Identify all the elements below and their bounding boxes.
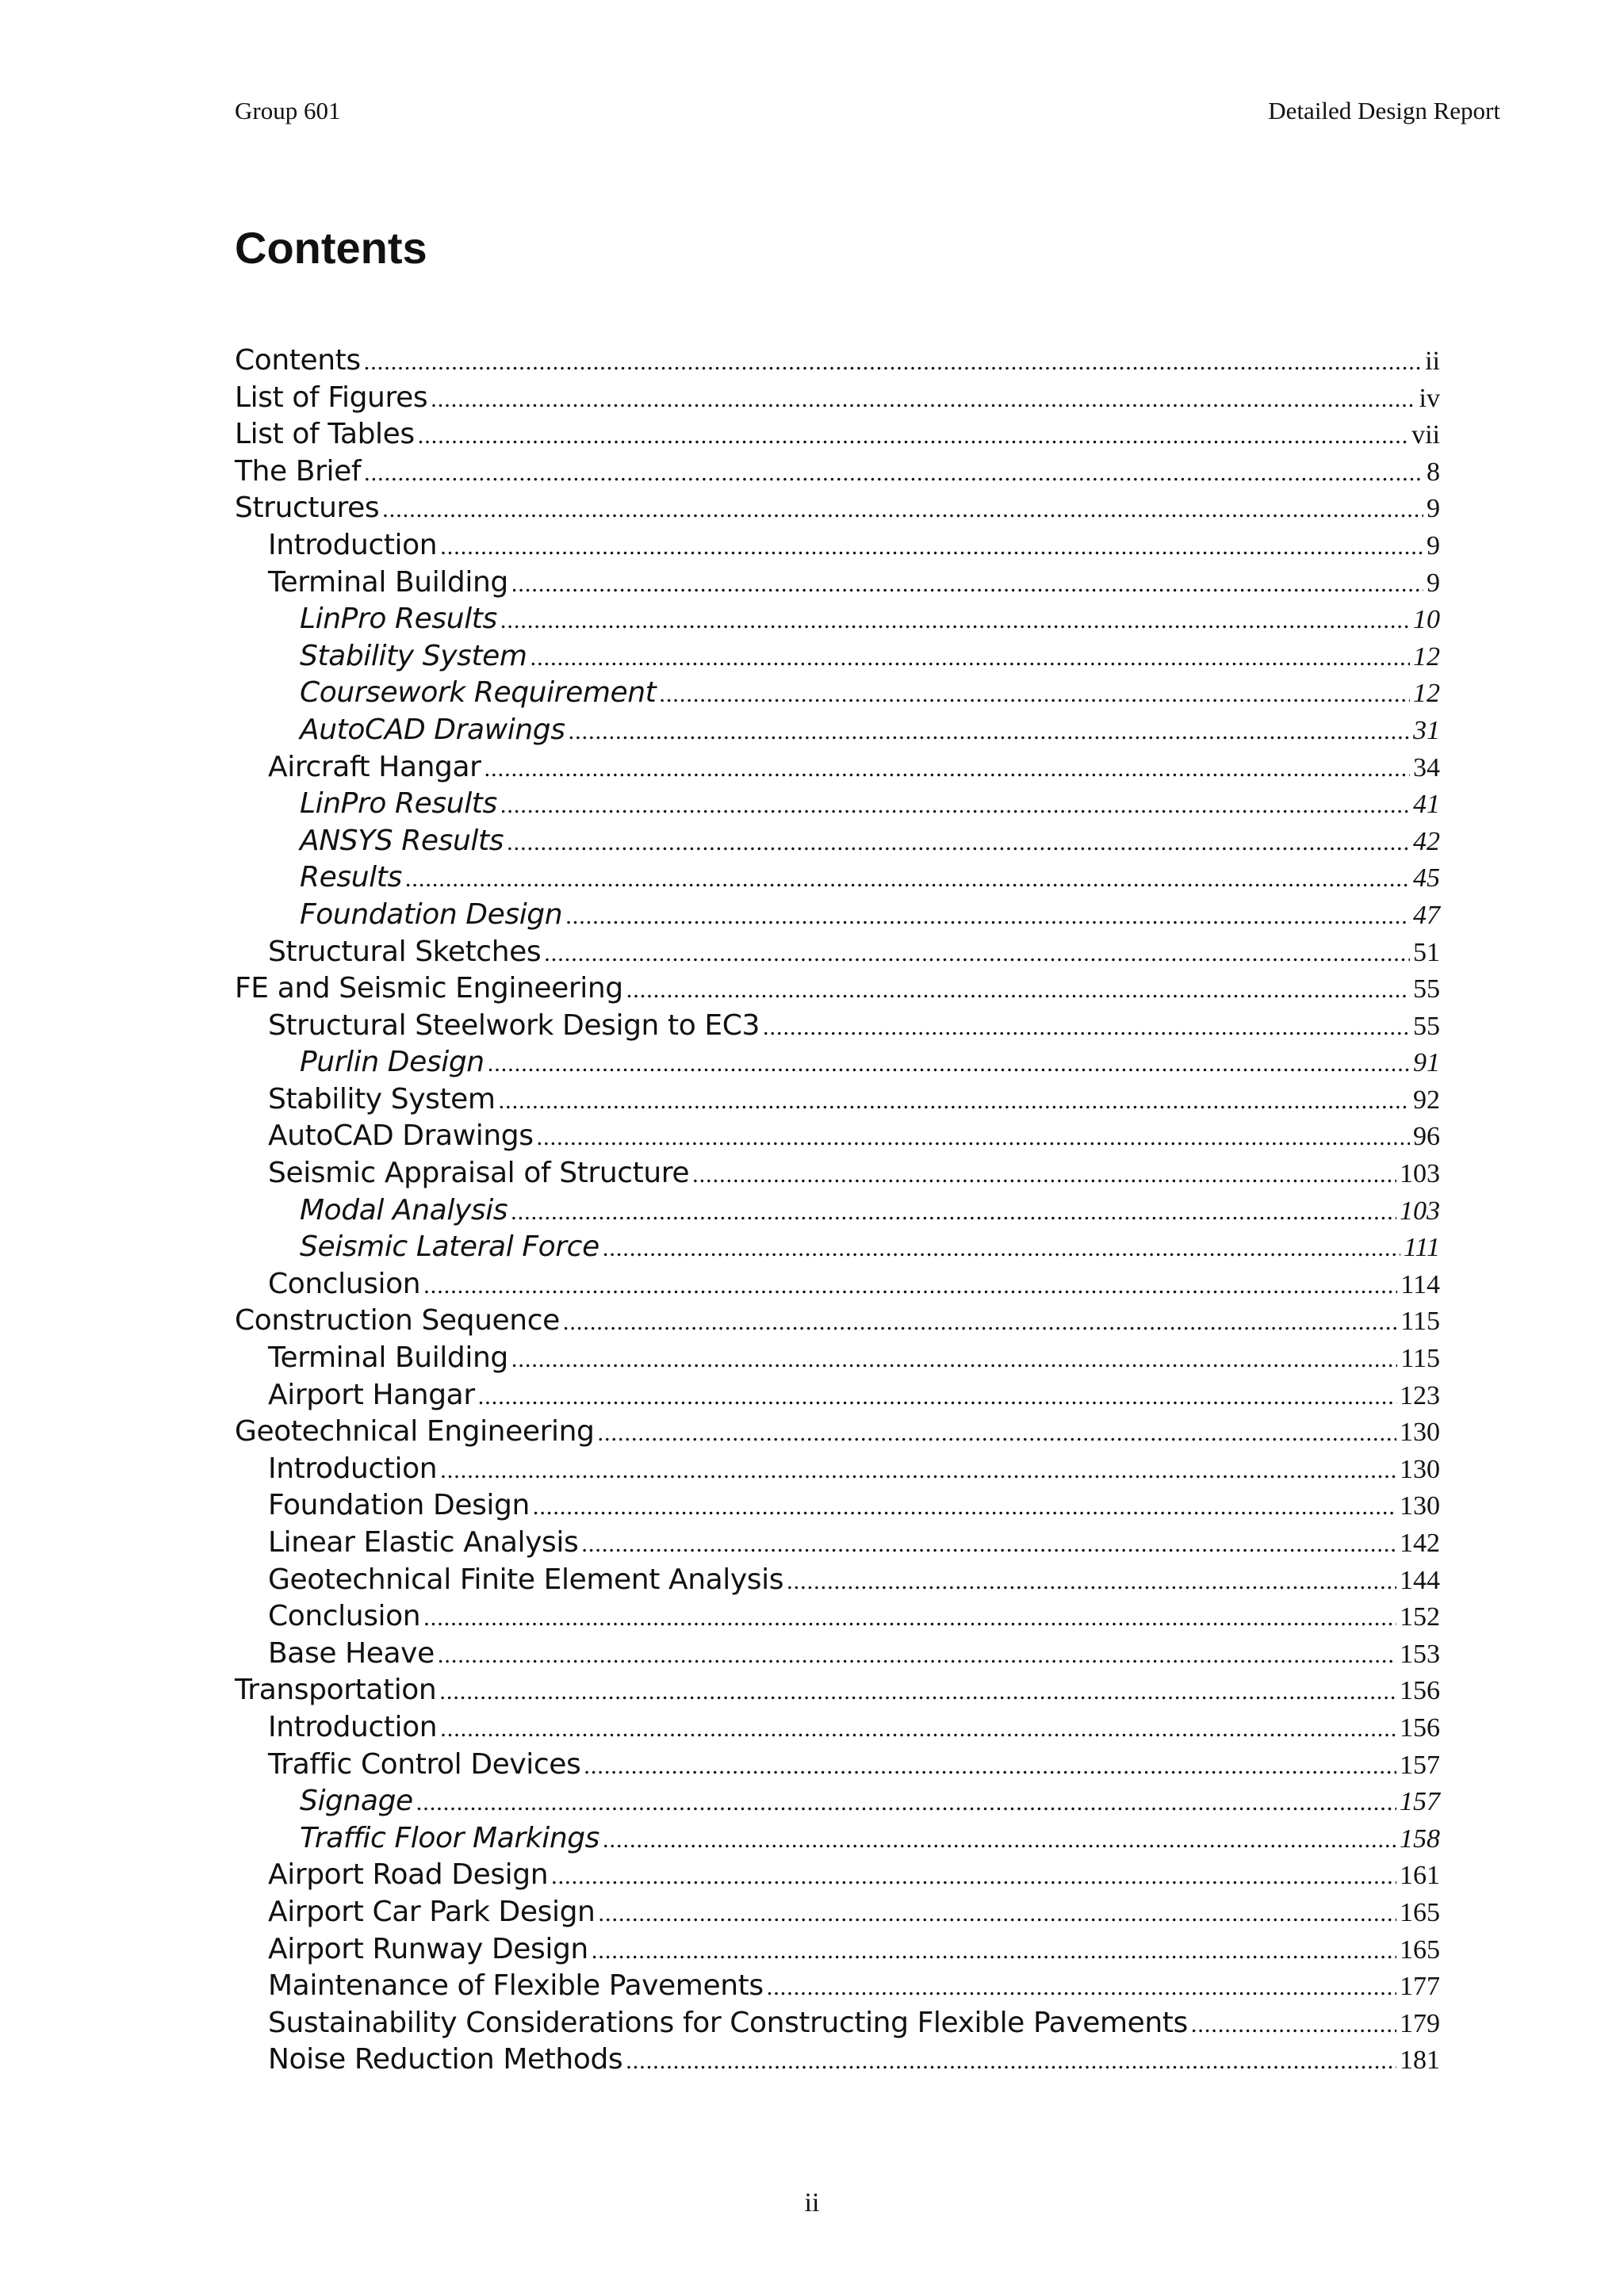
toc-entry[interactable]: [235, 1157, 1440, 1194]
toc-dot-leader: [692, 1161, 1396, 1188]
toc-entry[interactable]: [235, 825, 1440, 862]
toc-dot-leader: [405, 866, 1410, 893]
toc-entry-label: Signage: [300, 1785, 413, 1818]
toc-entry-page: 41: [1413, 790, 1440, 820]
toc-entry-label: Structural Steelwork Design to EC3: [268, 1008, 760, 1042]
toc-entry[interactable]: [235, 1341, 1440, 1379]
toc-entry-page: 91: [1413, 1048, 1440, 1078]
toc-entry[interactable]: [235, 1822, 1440, 1859]
toc-dot-leader: [499, 1088, 1410, 1115]
toc-entry[interactable]: [235, 566, 1440, 603]
toc-dot-leader: [511, 1199, 1396, 1226]
toc-entry-page: 130: [1400, 1491, 1440, 1521]
toc-entry-page: 165: [1400, 1897, 1440, 1927]
toc-entry-page: 8: [1427, 457, 1440, 487]
toc-entry[interactable]: [235, 1858, 1440, 1896]
table-of-contents: [235, 344, 1440, 2080]
toc-entry-page: 177: [1400, 1972, 1440, 2002]
toc-entry-label: FE and Seismic Engineering: [235, 972, 623, 1005]
toc-dot-leader: [478, 1383, 1396, 1410]
toc-entry-page: 165: [1400, 1934, 1440, 1965]
toc-dot-leader: [569, 718, 1410, 745]
toc-entry-page: 144: [1400, 1565, 1440, 1595]
toc-entry-page: 51: [1413, 937, 1440, 967]
toc-entry[interactable]: [235, 344, 1440, 381]
toc-dot-leader: [438, 1642, 1396, 1669]
toc-entry-label: Geotechnical Engineering: [235, 1415, 595, 1448]
toc-entry[interactable]: [235, 640, 1440, 677]
toc-dot-leader: [551, 1863, 1396, 1890]
toc-entry-label: Stability System: [268, 1082, 496, 1115]
toc-entry[interactable]: [235, 751, 1440, 788]
toc-entry[interactable]: [235, 1379, 1440, 1416]
toc-entry[interactable]: [235, 1083, 1440, 1120]
toc-entry-label: The Brief: [235, 454, 362, 488]
toc-entry-page: 157: [1400, 1750, 1440, 1780]
toc-entry-label: Modal Analysis: [300, 1193, 508, 1226]
toc-entry-label: Traffic Control Devices: [268, 1747, 581, 1781]
toc-entry[interactable]: [235, 418, 1440, 455]
toc-entry-label: Sustainability Considerations for Constructing Flexible Pavements: [268, 2006, 1188, 2039]
toc-dot-leader: [364, 460, 1423, 487]
toc-entry-label: Conclusion: [268, 1267, 421, 1300]
toc-entry[interactable]: [235, 1526, 1440, 1563]
toc-dot-leader: [592, 1938, 1396, 1965]
toc-entry-page: 92: [1413, 1085, 1440, 1115]
toc-entry-page: 161: [1400, 1861, 1440, 1891]
header-group-name: Group 601: [235, 97, 341, 124]
toc-dot-leader: [563, 1309, 1397, 1336]
toc-entry-label: Introduction: [268, 528, 438, 561]
toc-entry-label: Maintenance of Flexible Pavements: [268, 1969, 764, 2003]
toc-dot-leader: [500, 792, 1410, 819]
toc-entry[interactable]: [235, 787, 1440, 825]
toc-dot-leader: [603, 1827, 1396, 1854]
toc-entry-label: Airport Car Park Design: [268, 1895, 596, 1928]
toc-entry-page: 12: [1413, 679, 1440, 709]
toc-entry-label: Base Heave: [268, 1636, 435, 1670]
toc-dot-leader: [530, 645, 1410, 672]
toc-entry[interactable]: [235, 1933, 1440, 1970]
toc-entry-label: ANSYS Results: [300, 824, 504, 857]
toc-entry[interactable]: [235, 1748, 1440, 1785]
toc-entry-page: 130: [1400, 1454, 1440, 1484]
toc-entry[interactable]: [235, 972, 1440, 1009]
toc-dot-leader: [440, 534, 1423, 561]
toc-entry-label: Linear Elastic Analysis: [268, 1526, 579, 1559]
toc-dot-leader: [364, 349, 1422, 376]
toc-entry[interactable]: [235, 1637, 1440, 1674]
toc-entry[interactable]: [235, 1969, 1440, 2007]
toc-entry-label: Coursework Requirement: [300, 676, 657, 710]
toc-dot-leader: [423, 1272, 1397, 1299]
toc-entry[interactable]: [235, 1415, 1440, 1452]
toc-entry[interactable]: [235, 1194, 1440, 1231]
toc-entry-label: Construction Sequence: [235, 1304, 560, 1337]
toc-entry[interactable]: [235, 1711, 1440, 1748]
toc-entry-page: ii: [1425, 346, 1440, 376]
toc-entry-page: vii: [1411, 420, 1440, 450]
toc-entry-page: 103: [1400, 1159, 1440, 1189]
toc-dot-leader: [767, 1974, 1396, 2001]
toc-entry-label: Seismic Appraisal of Structure: [268, 1157, 690, 1190]
toc-entry-page: 156: [1400, 1712, 1440, 1743]
toc-entry-page: iv: [1419, 383, 1440, 413]
header-report-title: Detailed Design Report: [1268, 97, 1500, 124]
toc-entry-label: Airport Runway Design: [268, 1932, 588, 1965]
toc-entry-label: List of Figures: [235, 381, 428, 414]
toc-entry-label: Introduction: [268, 1710, 438, 1743]
toc-dot-leader: [597, 1420, 1396, 1447]
toc-entry[interactable]: [235, 898, 1440, 936]
toc-entry[interactable]: [235, 1452, 1440, 1490]
toc-entry-label: Aircraft Hangar: [268, 750, 481, 783]
toc-entry-page: 153: [1400, 1639, 1440, 1669]
toc-entry[interactable]: [235, 936, 1440, 973]
toc-entry-page: 115: [1400, 1344, 1440, 1374]
toc-entry-page: 123: [1400, 1380, 1440, 1410]
toc-dot-leader: [603, 1235, 1400, 1262]
toc-dot-leader: [440, 1457, 1396, 1484]
toc-entry-page: 115: [1400, 1307, 1440, 1337]
toc-entry-label: Traffic Floor Markings: [300, 1821, 600, 1854]
toc-entry-page: 34: [1413, 752, 1440, 783]
toc-entry-page: 114: [1400, 1269, 1440, 1299]
toc-dot-leader: [511, 1346, 1397, 1373]
toc-entry[interactable]: [235, 1119, 1440, 1157]
toc-entry-label: Terminal Building: [268, 565, 508, 599]
toc-entry[interactable]: [235, 1304, 1440, 1341]
toc-entry-page: 96: [1413, 1122, 1440, 1152]
toc-entry-page: 9: [1427, 530, 1440, 561]
toc-entry[interactable]: [235, 1009, 1440, 1047]
toc-entry-page: 158: [1400, 1823, 1440, 1854]
toc-entry-label: Contents: [235, 344, 361, 377]
toc-entry-page: 55: [1413, 974, 1440, 1004]
toc-entry[interactable]: [235, 714, 1440, 751]
toc-entry-page: 10: [1413, 605, 1440, 635]
toc-entry-label: AutoCAD Drawings: [300, 713, 565, 746]
toc-entry-page: 130: [1400, 1418, 1440, 1448]
toc-dot-leader: [431, 386, 1415, 413]
toc-entry-label: Structures: [235, 492, 380, 525]
toc-entry[interactable]: [235, 2007, 1440, 2044]
toc-entry-label: Terminal Building: [268, 1341, 508, 1375]
toc-entry-label: Introduction: [268, 1452, 438, 1485]
toc-entry[interactable]: [235, 1563, 1440, 1601]
toc-dot-leader: [485, 756, 1410, 783]
toc-dot-leader: [763, 1014, 1410, 1041]
toc-entry-label: Airport Road Design: [268, 1858, 549, 1892]
toc-entry[interactable]: [235, 1489, 1440, 1526]
page-title: Contents: [235, 223, 427, 273]
toc-entry-page: 9: [1427, 494, 1440, 524]
toc-entry[interactable]: [235, 676, 1440, 714]
toc-entry[interactable]: [235, 1785, 1440, 1822]
toc-entry-page: 55: [1413, 1011, 1440, 1041]
toc-entry-page: 142: [1400, 1529, 1440, 1558]
toc-entry-page: 152: [1400, 1602, 1440, 1632]
toc-dot-leader: [500, 607, 1410, 634]
toc-entry-label: Foundation Design: [268, 1489, 530, 1522]
toc-entry-label: Stability System: [300, 639, 527, 672]
toc-dot-leader: [418, 423, 1408, 450]
toc-dot-leader: [537, 1124, 1410, 1151]
toc-entry-page: 111: [1404, 1233, 1440, 1263]
toc-dot-leader: [1191, 2011, 1396, 2038]
toc-entry[interactable]: [235, 455, 1440, 492]
toc-entry-label: LinPro Results: [300, 787, 497, 821]
toc-dot-leader: [584, 1753, 1396, 1780]
toc-entry-label: Transportation: [235, 1674, 437, 1707]
toc-entry-page: 103: [1400, 1196, 1440, 1226]
toc-entry-page: 45: [1413, 863, 1440, 894]
toc-entry-page: 12: [1413, 641, 1440, 672]
toc-dot-leader: [787, 1568, 1396, 1595]
toc-entry[interactable]: [235, 603, 1440, 640]
toc-dot-leader: [423, 1605, 1396, 1632]
toc-dot-leader: [488, 1050, 1410, 1077]
toc-entry-page: 181: [1400, 2045, 1440, 2076]
toc-entry-label: Purlin Design: [300, 1046, 485, 1079]
toc-entry-label: List of Tables: [235, 418, 415, 451]
toc-dot-leader: [416, 1789, 1396, 1816]
toc-dot-leader: [544, 940, 1410, 967]
toc-dot-leader: [440, 1716, 1396, 1743]
toc-entry-label: Foundation Design: [300, 897, 563, 931]
toc-entry-page: 156: [1400, 1676, 1440, 1706]
toc-entry[interactable]: [235, 529, 1440, 566]
toc-entry[interactable]: [235, 2043, 1440, 2080]
toc-entry[interactable]: [235, 1046, 1440, 1083]
toc-dot-leader: [382, 496, 1423, 523]
toc-entry[interactable]: [235, 861, 1440, 898]
toc-entry-page: 9: [1427, 568, 1440, 598]
page-number: ii: [804, 2188, 820, 2218]
toc-dot-leader: [565, 903, 1410, 930]
toc-entry[interactable]: [235, 1230, 1440, 1268]
toc-entry-label: Structural Sketches: [268, 935, 542, 968]
toc-entry-label: AutoCAD Drawings: [268, 1119, 534, 1153]
toc-dot-leader: [507, 829, 1410, 856]
toc-entry[interactable]: [235, 1268, 1440, 1305]
toc-dot-leader: [659, 681, 1410, 708]
toc-entry-label: LinPro Results: [300, 603, 497, 636]
toc-dot-leader: [439, 1678, 1396, 1705]
toc-entry-label: Geotechnical Finite Element Analysis: [268, 1563, 784, 1596]
toc-entry[interactable]: [235, 492, 1440, 529]
toc-entry[interactable]: [235, 1674, 1440, 1711]
toc-entry[interactable]: [235, 1600, 1440, 1637]
toc-entry-label: Airport Hangar: [268, 1378, 475, 1411]
toc-entry-page: 179: [1400, 2008, 1440, 2038]
toc-dot-leader: [581, 1531, 1396, 1558]
toc-entry-page: 31: [1413, 715, 1440, 745]
toc-entry-page: 47: [1413, 900, 1440, 930]
toc-entry[interactable]: [235, 1896, 1440, 1933]
toc-entry-label: Seismic Lateral Force: [300, 1230, 599, 1264]
toc-dot-leader: [626, 2048, 1396, 2075]
toc-dot-leader: [626, 977, 1410, 1004]
toc-entry-label: Conclusion: [268, 1600, 421, 1633]
toc-entry-page: 157: [1400, 1787, 1440, 1817]
toc-dot-leader: [511, 571, 1423, 598]
toc-entry-label: Noise Reduction Methods: [268, 2043, 623, 2076]
toc-dot-leader: [598, 1900, 1396, 1927]
toc-entry-page: 42: [1413, 826, 1440, 856]
toc-entry[interactable]: [235, 381, 1440, 419]
toc-entry-label: Results: [300, 861, 402, 894]
toc-dot-leader: [533, 1494, 1396, 1521]
